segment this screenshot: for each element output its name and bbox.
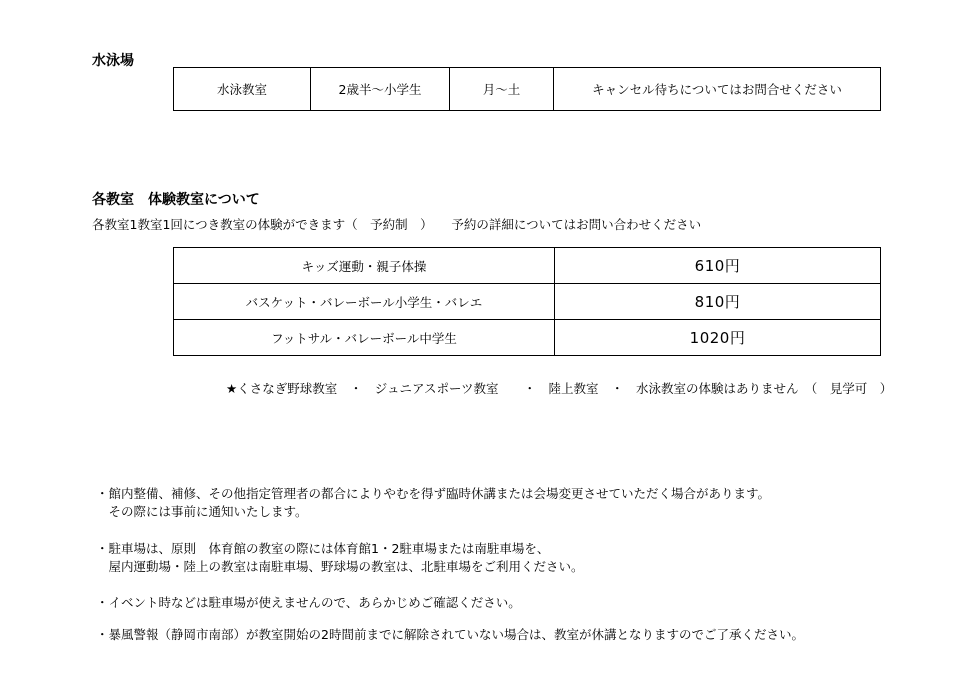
table-row [174,284,881,320]
note-line: ・駐車場は、原則 体育館の教室の際には体育館1・2駐車場または南駐車場を、 [96,541,550,556]
pool-note-cell: キャンセル待ちについてはお問合せください [554,68,881,111]
pool-table [173,67,881,111]
table-row [174,68,881,111]
note-line: ・暴風警報（静岡市南部）が教室開始の2時間前までに解除されていない場合は、教室が休講となりますのでご了承ください。 [96,627,804,642]
note-line: 屋内運動場・陸上の教室は南駐車場、野球場の教室は、北駐車場をご利用ください。 [96,559,584,574]
trial-name-cell: キッズ運動・親子体操 [174,248,555,284]
note-line: ・イベント時などは駐車場が使えませんので、あらかじめご確認ください。 [96,595,521,610]
note-item [96,540,584,576]
note-line: その際には事前に通知いたします。 [96,504,308,519]
pool-heading: 水泳場 [92,53,134,69]
note-item [96,594,521,612]
note-line: ・館内整備、補修、その他指定管理者の都合によりやむを得ず臨時休講または会場変更させていただく場合があります。 [96,486,771,501]
pool-age-cell: 2歳半～小学生 [311,68,450,111]
pool-days-cell: 月～土 [450,68,554,111]
trial-price-cell: 1020円 [555,320,881,356]
trial-description: 各教室1教室1回につき教室の体験ができます（ 予約制 ） 予約の詳細についてはお問い合わせください [92,217,702,232]
trial-heading: 各教室 体験教室について [92,192,260,208]
trial-price-table [173,247,881,356]
trial-name-cell: フットサル・バレーボール中学生 [174,320,555,356]
note-item [96,626,804,644]
table-row [174,248,881,284]
table-row [174,320,881,356]
trial-name-cell: バスケット・バレーボール小学生・バレエ [174,284,555,320]
pool-class-cell: 水泳教室 [174,68,311,111]
trial-price-cell: 610円 [555,248,881,284]
trial-footnote: ★くさなぎ野球教室 ・ ジュニアスポーツ教室 ・ 陸上教室 ・ 水泳教室の体験はありません （ 見学可 ） [226,381,893,396]
trial-price-cell: 810円 [555,284,881,320]
note-item [96,485,770,521]
